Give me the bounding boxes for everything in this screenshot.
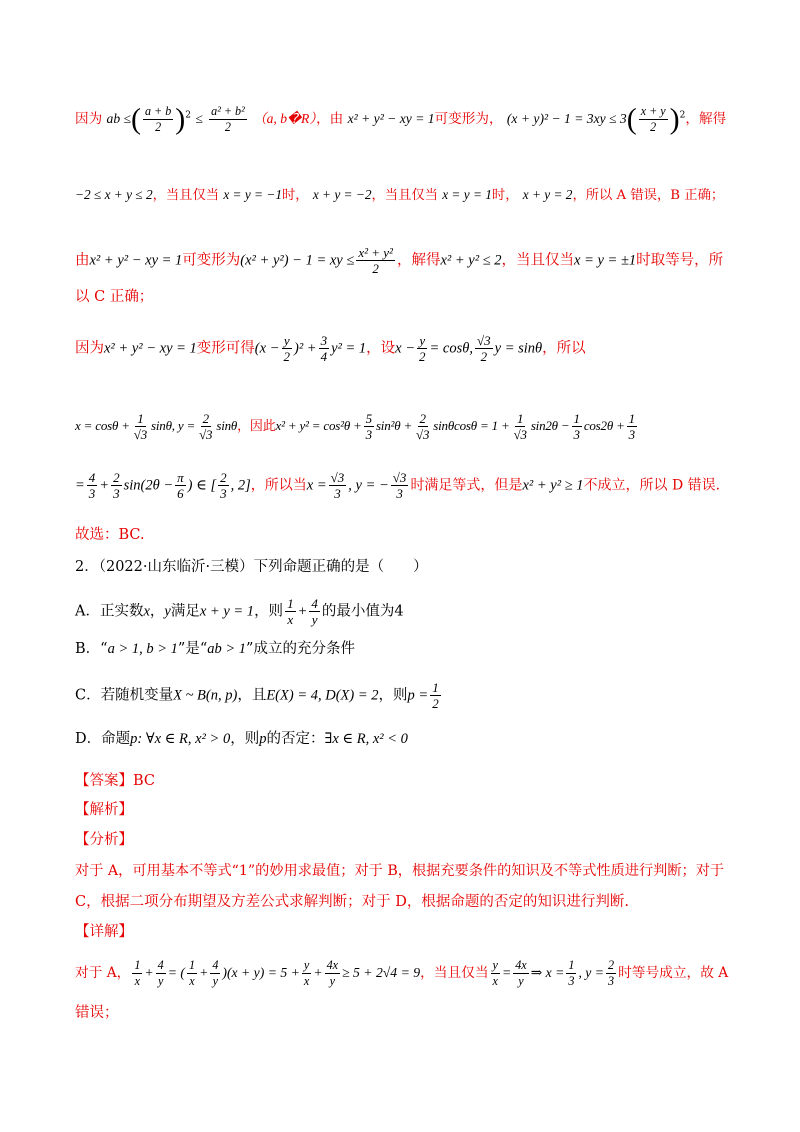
answer-label <box>75 770 735 792</box>
option-c <box>75 680 735 711</box>
text: ，由 <box>316 111 344 127</box>
math: ∃x ∈ R, x² < 0 <box>324 731 408 747</box>
fraction: $\frac{y}{2}$ <box>283 333 290 364</box>
text: 由 <box>75 252 90 269</box>
math: = cosθ, <box>429 340 474 357</box>
text: 2．（2022·山东临沂·三模）下列命题正确的是（ ） <box>75 559 428 575</box>
solution-line-7 <box>75 470 735 501</box>
fraction: $\frac{y}{x}$ <box>492 958 498 988</box>
math: x + y = −2 <box>312 187 372 202</box>
solution-line-4 <box>75 286 735 308</box>
math: x² + y² − xy = 1 <box>104 340 197 357</box>
fraction: $\frac{\pi}{6}$ <box>177 470 184 501</box>
text: 时取等号，所 <box>636 252 724 269</box>
math: x² + y² − xy = 1 <box>89 252 183 269</box>
math: cos2θ + <box>583 418 625 433</box>
option-d <box>75 728 735 750</box>
text: 因为 <box>75 111 103 127</box>
fraction: $\frac{2}{3}$ <box>220 470 227 501</box>
math: −2 ≤ x + y ≤ 2 <box>75 187 153 202</box>
math: sinθ, y = <box>151 418 196 433</box>
text: 对于 A， <box>75 965 131 981</box>
fenxi-body-2 <box>75 891 735 913</box>
text: ，所以当 <box>250 477 307 494</box>
fraction: $\frac{a + b}{2}$ <box>144 104 172 134</box>
math: sin(2θ − <box>123 477 174 494</box>
text: ，解得 <box>396 252 441 269</box>
fraction: $\frac{4}{3}$ <box>88 470 96 501</box>
detail-line-2 <box>75 1002 735 1024</box>
solution-line-2 <box>75 184 735 207</box>
fraction: $\frac{3}{4}$ <box>320 333 328 364</box>
fraction: $\frac{√3}{2}$ <box>477 333 491 364</box>
fraction: $\frac{1}{√3}$ <box>513 411 527 442</box>
text: 不成立，所以 D 错误. <box>583 477 721 494</box>
math: = <box>501 965 512 980</box>
math: sin²θ + <box>375 418 413 433</box>
text: 【解析】 <box>75 802 133 818</box>
fraction: $\frac{4x}{y}$ <box>326 958 339 988</box>
text: ，所以 A 错误，B 正确； <box>572 188 725 203</box>
text: 满足 <box>170 603 200 620</box>
math: x² + y² = cos²θ + <box>275 418 362 433</box>
fraction: $\frac{2}{3}$ <box>608 958 615 988</box>
fraction: $\frac{4}{y}$ <box>157 958 164 988</box>
fraction: $\frac{\text{x² + y²}}{2}$ <box>358 245 393 276</box>
math: x + y = 1 <box>199 603 255 620</box>
math: ab > 1 <box>207 641 247 657</box>
math: p = <box>407 687 429 704</box>
fraction: $\frac{1}{2}$ <box>432 680 439 711</box>
text: ，当且仅当 <box>371 188 438 203</box>
math: + <box>297 603 308 620</box>
math: + <box>199 965 209 980</box>
fraction: $\frac{\text{a² + b²}}{2}$ <box>211 104 245 134</box>
text: ，则 <box>230 731 260 747</box>
math: (x² + y²) − 1 = xy ≤ <box>240 252 355 269</box>
math: , 2] <box>230 477 251 494</box>
math: = ( <box>167 965 185 980</box>
text: B．“ <box>75 641 108 657</box>
text: 的最小值为4 <box>321 603 404 620</box>
fraction: $\frac{2}{3}$ <box>113 470 120 501</box>
math: x² + y² ≤ 2 <box>440 252 502 269</box>
math: x + y = 2 <box>522 187 573 202</box>
math: , y = <box>578 965 605 980</box>
math: )(x + y) = 5 + <box>222 965 300 980</box>
math: ≤ <box>195 111 203 126</box>
question-stem <box>75 556 735 578</box>
math: ≥ 5 + 2√4 = 9 <box>342 965 421 980</box>
solution-conclusion <box>75 524 735 546</box>
math-red: （a, b�R） <box>253 111 317 126</box>
math: x = y = ±1 <box>574 252 637 269</box>
math: + <box>99 477 110 494</box>
text: 【详解】 <box>75 924 133 940</box>
text: ，当且仅当 <box>420 965 489 981</box>
math: sinθcosθ = 1 + <box>433 418 510 433</box>
fraction: $\frac{y}{x}$ <box>303 958 310 988</box>
math: ab ≤ <box>106 111 131 126</box>
detail-line-1 <box>75 958 735 989</box>
text: 时等号成立，故 A <box>618 965 729 981</box>
math: x² + y² − xy = 1 <box>347 111 435 126</box>
text: 变形可得 <box>196 340 255 357</box>
math: x = <box>306 477 327 494</box>
solution-line-5 <box>75 333 735 364</box>
math: = <box>75 477 85 494</box>
math: y² = 1 <box>331 340 367 357</box>
text: ，则 <box>378 687 408 704</box>
option-b <box>75 638 735 660</box>
fraction: $\frac{4}{y}$ <box>311 596 318 627</box>
math: E(X) = 4, D(X) = 2 <box>266 687 379 704</box>
analysis-label <box>75 799 735 821</box>
text: 对于 A，可用基本不等式“1”的妙用求最值；对于 B，根据充要条件的知识及不等式性质进行判断；对于 <box>75 863 725 879</box>
fraction: $\frac{1}{3}$ <box>573 411 580 442</box>
fraction: $\frac{√3}{3}$ <box>330 470 345 501</box>
text: ”成立的充分条件 <box>246 641 355 657</box>
math: + <box>144 965 154 980</box>
text: ，因此 <box>237 419 276 434</box>
solution-line-3 <box>75 245 735 276</box>
math: p: ∀x ∈ R, x² > 0 <box>130 731 231 747</box>
math: sinθ <box>216 418 238 433</box>
text: A．正实数 <box>75 603 144 620</box>
fenxi-body-1 <box>75 860 735 882</box>
fraction: $\frac{5}{3}$ <box>365 411 372 442</box>
math: (x − <box>254 340 280 357</box>
option-a <box>75 596 735 627</box>
math: p <box>259 731 267 747</box>
math: (x + y)² − 1 = 3xy ≤ 3 <box>506 111 627 126</box>
fraction: $\frac{1}{x}$ <box>188 958 196 988</box>
math: x − <box>395 340 416 357</box>
text: 【答案】BC <box>75 773 156 789</box>
fraction: $\frac{2}{√3}$ <box>199 411 213 442</box>
text: D．命题 <box>75 731 131 747</box>
fraction: $\frac{1}{x}$ <box>134 958 141 988</box>
text: 故选：BC. <box>75 527 145 543</box>
math: + <box>313 965 323 980</box>
detail-label <box>75 921 735 943</box>
text: 的否定： <box>266 731 325 747</box>
text: 时满足等式，但是 <box>410 477 523 494</box>
math: x <box>143 603 150 620</box>
solution-line-6 <box>75 411 735 442</box>
fraction: $\frac{1}{√3}$ <box>133 411 148 442</box>
fraction: $\frac{1}{3}$ <box>568 958 575 988</box>
fraction: $\frac{1}{x}$ <box>287 596 294 627</box>
text: 时， <box>491 188 519 203</box>
text: ，解得 <box>685 111 727 127</box>
text: 时， <box>281 188 309 203</box>
fraction: $\frac{4x}{y}$ <box>515 958 527 988</box>
text: 可变形为， <box>434 111 503 127</box>
text: C，根据二项分布期望及方差公式求解判断；对于 D，根据命题的否定的知识进行判断. <box>75 894 629 910</box>
text: 【分析】 <box>75 832 133 848</box>
math: X ~ B(n, p) <box>173 687 238 704</box>
math: )² + <box>293 340 317 357</box>
math: y <box>164 603 171 620</box>
text: 以 C 正确； <box>75 289 154 305</box>
fraction: $\frac{y}{2}$ <box>419 333 426 364</box>
fraction: $\frac{1}{3}$ <box>628 411 635 442</box>
text: ”是“ <box>177 641 208 657</box>
math: x = y = −1 <box>223 187 282 202</box>
fraction: $\frac{2}{√3}$ <box>416 411 430 442</box>
math: ) ∈ [ <box>187 477 217 494</box>
fraction: $\frac{√3}{3}$ <box>392 470 407 501</box>
text: ，所以 <box>542 340 586 357</box>
math: x = cosθ + <box>75 418 130 433</box>
text: ，当且仅当 <box>152 188 220 203</box>
math: y = sinθ <box>494 340 543 357</box>
text: 可变形为 <box>182 252 241 269</box>
math: sin2θ − <box>530 418 570 433</box>
fraction: $\frac{x + y}{2}$ <box>640 104 666 134</box>
math: x² + y² ≥ 1 <box>522 477 584 494</box>
text: ，设 <box>366 340 396 357</box>
fenxi-label <box>75 829 735 851</box>
text: 错误； <box>75 1005 119 1021</box>
text: C．若随机变量 <box>75 687 174 704</box>
solution-line-1: 因为 ab ≤( $\frac{a + b}{2}$ )$^2$ ≤ $\frac{\text{a² + b²}}{2}$ （a, b�R），由 x² + y² − xy = 1可变形为， (x + y)² − 1 = 3xy ≤ 3( $\frac{x + y}{2}$ )$^2$，解得 <box>75 102 727 136</box>
math: ⇒ x = <box>530 965 565 980</box>
math: x = y = 1 <box>442 187 492 202</box>
math: , y = − <box>348 477 389 494</box>
fraction: $\frac{4}{y}$ <box>212 958 219 988</box>
math: a > 1, b > 1 <box>107 641 178 657</box>
text: ，当且仅当 <box>501 252 575 269</box>
text: 因为 <box>75 340 104 357</box>
text: ，且 <box>237 687 267 704</box>
text: ， <box>149 603 165 620</box>
text: ，则 <box>254 603 284 620</box>
